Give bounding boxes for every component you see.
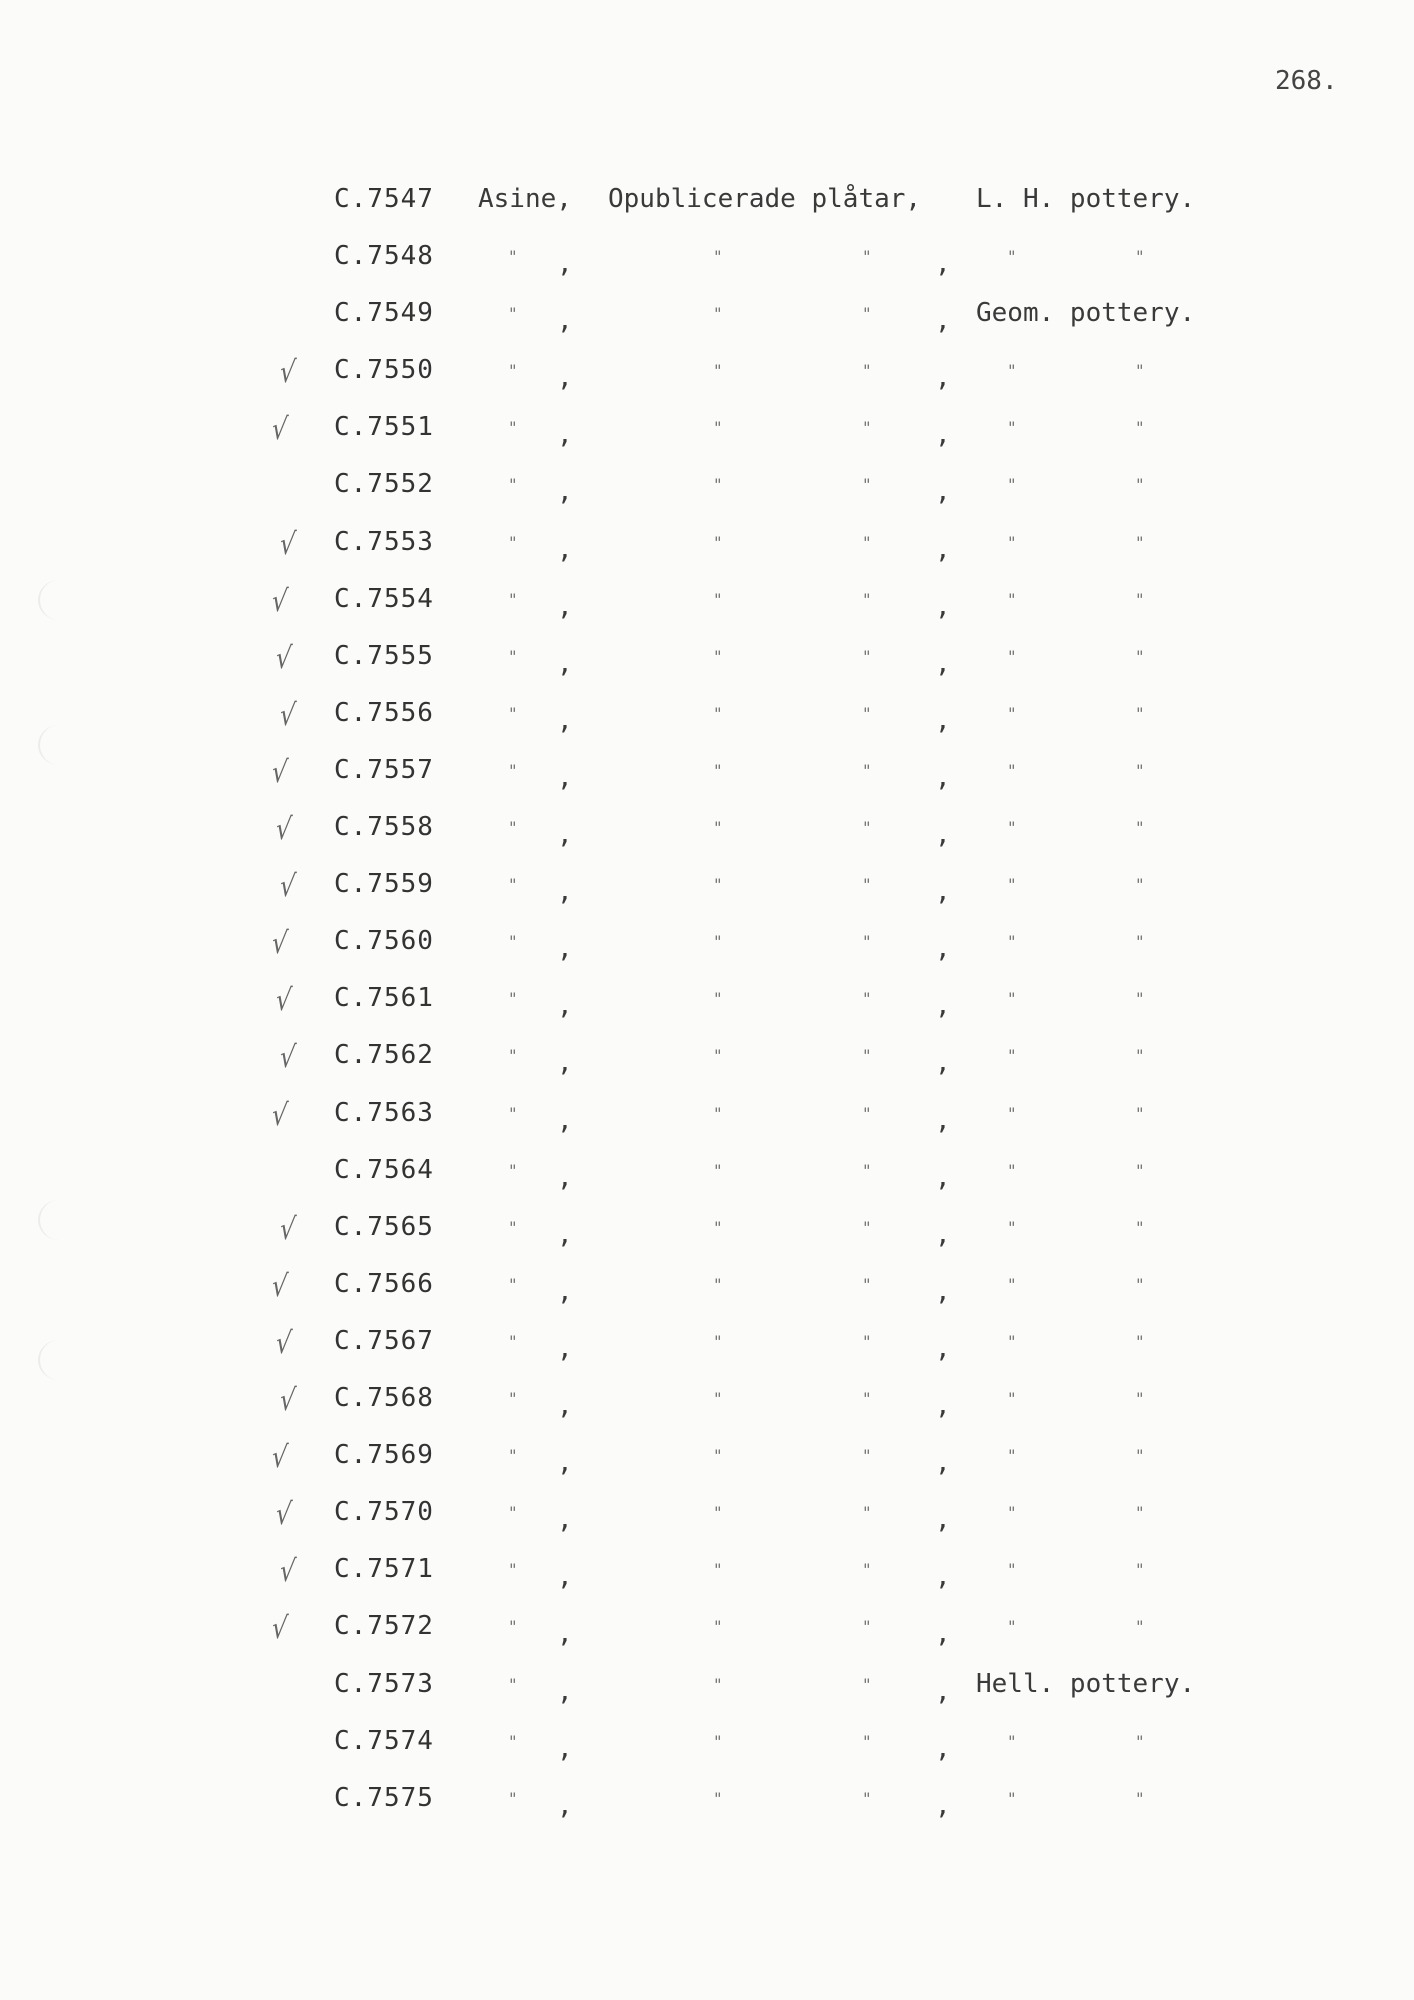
- comma: ,: [557, 420, 573, 451]
- catalogue-row: [0, 355, 1414, 395]
- ditto-mark: ": [713, 304, 723, 324]
- ditto-mark: ": [862, 475, 872, 495]
- catalogue-row-first: [0, 184, 1414, 224]
- catalogue-number: C.7574: [334, 1725, 434, 1756]
- ditto-mark: ": [862, 1560, 872, 1580]
- catalogue-number: C.7560: [334, 926, 434, 957]
- comma: ,: [557, 1391, 573, 1421]
- catalogue-number: C.7562: [334, 1040, 434, 1071]
- comma: ,: [935, 420, 951, 451]
- handwritten-check-mark: √: [277, 697, 298, 733]
- handwritten-check-mark: √: [269, 1611, 290, 1647]
- catalogue-number: C.7575: [334, 1782, 434, 1813]
- ditto-mark: ": [862, 1331, 872, 1351]
- ditto-mark: ": [508, 475, 518, 495]
- handwritten-check-mark: √: [277, 355, 298, 391]
- comma: ,: [557, 477, 573, 508]
- ditto-mark: ": [862, 1788, 872, 1808]
- comma: ,: [935, 1448, 951, 1479]
- handwritten-check-mark: √: [269, 583, 290, 619]
- handwritten-check-mark: √: [277, 869, 298, 905]
- catalogue-row: [0, 1269, 1414, 1309]
- ditto-mark: ": [862, 1103, 872, 1123]
- ditto-mark: ": [1007, 1560, 1017, 1580]
- comma: ,: [935, 1790, 951, 1821]
- catalogue-number: C.7552: [334, 469, 434, 500]
- ditto-mark: ": [862, 589, 872, 609]
- catalogue-row: [0, 241, 1414, 281]
- catalogue-number: C.7566: [334, 1268, 434, 1299]
- catalogue-row: [0, 1726, 1414, 1766]
- comma: ,: [935, 820, 951, 850]
- catalogue-number: C.7570: [334, 1497, 434, 1528]
- comma: ,: [935, 591, 951, 622]
- ditto-mark: ": [713, 1217, 723, 1237]
- catalogue-row: [0, 469, 1414, 509]
- ditto-mark: ": [713, 1560, 723, 1580]
- ditto-mark: ": [1007, 418, 1017, 438]
- handwritten-check-mark: √: [273, 1325, 294, 1361]
- ditto-mark: ": [862, 760, 872, 780]
- ditto-mark: ": [1135, 703, 1145, 723]
- material-kind: Hell. pottery.: [976, 1668, 1196, 1699]
- catalogue-number: C.7548: [334, 241, 434, 271]
- ditto-mark: ": [713, 532, 723, 552]
- catalogue-row: [0, 298, 1414, 338]
- comma: ,: [935, 648, 951, 679]
- comma: ,: [557, 591, 573, 622]
- ditto-mark: ": [508, 1103, 518, 1123]
- handwritten-check-mark: √: [269, 412, 290, 448]
- ditto-mark: ": [862, 646, 872, 666]
- comma: ,: [557, 1505, 573, 1536]
- comma: ,: [935, 1048, 951, 1079]
- ditto-mark: ": [862, 875, 872, 895]
- comma: ,: [557, 1219, 573, 1250]
- catalogue-number: C.7555: [334, 640, 434, 671]
- ditto-mark: ": [1135, 1274, 1145, 1294]
- catalogue-number: C.7569: [334, 1440, 434, 1471]
- ditto-mark: ": [508, 1731, 518, 1751]
- handwritten-check-mark: √: [277, 526, 298, 562]
- ditto-mark: ": [1135, 418, 1145, 438]
- series-title: Opublicerade plåtar,: [608, 184, 922, 214]
- ditto-mark: ": [713, 361, 723, 381]
- catalogue-number: C.7549: [334, 298, 434, 329]
- ditto-mark: ": [1135, 932, 1145, 952]
- comma: ,: [935, 705, 951, 736]
- ditto-mark: ": [1007, 1731, 1017, 1751]
- ditto-mark: ": [1007, 361, 1017, 381]
- comma: ,: [557, 1105, 573, 1136]
- comma: ,: [935, 1219, 951, 1250]
- comma: ,: [935, 249, 951, 279]
- ditto-mark: ": [508, 1274, 518, 1294]
- ditto-mark: ": [508, 875, 518, 895]
- ditto-mark: ": [508, 760, 518, 780]
- catalogue-row: [0, 1611, 1414, 1651]
- comma: ,: [557, 363, 573, 394]
- comma: ,: [935, 1105, 951, 1136]
- ditto-mark: ": [713, 1674, 723, 1694]
- ditto-mark: ": [1007, 1446, 1017, 1466]
- ditto-mark: ": [1135, 247, 1145, 266]
- handwritten-check-mark: √: [269, 754, 290, 790]
- comma: ,: [935, 477, 951, 508]
- ditto-mark: ": [508, 1331, 518, 1351]
- comma: ,: [557, 1276, 573, 1307]
- ditto-mark: ": [1135, 1503, 1145, 1523]
- ditto-mark: ": [713, 1331, 723, 1351]
- comma: ,: [935, 1162, 951, 1193]
- ditto-mark: ": [862, 1389, 872, 1408]
- ditto-mark: ": [508, 1446, 518, 1466]
- ditto-mark: ": [1135, 475, 1145, 495]
- catalogue-number: C.7564: [334, 1154, 434, 1185]
- comma: ,: [557, 306, 573, 337]
- ditto-mark: ": [862, 247, 872, 266]
- ditto-mark: ": [1007, 1788, 1017, 1808]
- ditto-mark: ": [862, 418, 872, 438]
- comma: ,: [935, 762, 951, 793]
- ditto-mark: ": [713, 1446, 723, 1466]
- ditto-mark: ": [713, 989, 723, 1009]
- catalogue-number: C.7572: [334, 1611, 434, 1642]
- ditto-mark: ": [1007, 1046, 1017, 1066]
- comma: ,: [935, 534, 951, 565]
- catalogue-row: [0, 1669, 1414, 1709]
- handwritten-check-mark: √: [269, 926, 290, 962]
- catalogue-row: [0, 1098, 1414, 1138]
- handwritten-check-mark: √: [277, 1554, 298, 1590]
- ditto-mark: ": [862, 1674, 872, 1694]
- comma: ,: [935, 306, 951, 337]
- ditto-mark: ": [1007, 1389, 1017, 1408]
- ditto-mark: ": [862, 989, 872, 1009]
- handwritten-check-mark: √: [277, 1211, 298, 1247]
- ditto-mark: ": [1135, 1103, 1145, 1123]
- ditto-mark: ": [508, 818, 518, 837]
- ditto-mark: ": [713, 818, 723, 837]
- catalogue-number: C.7565: [334, 1211, 434, 1242]
- ditto-mark: ": [508, 1389, 518, 1408]
- ditto-mark: ": [1135, 1160, 1145, 1180]
- comma: ,: [557, 1162, 573, 1193]
- ditto-mark: ": [862, 1503, 872, 1523]
- ditto-mark: ": [713, 875, 723, 895]
- ditto-mark: ": [862, 361, 872, 381]
- catalogue-number: C.7571: [334, 1554, 434, 1585]
- ditto-mark: ": [1135, 1446, 1145, 1466]
- comma: ,: [935, 363, 951, 394]
- ditto-mark: ": [508, 703, 518, 723]
- comma: ,: [557, 991, 573, 1022]
- ditto-mark: ": [862, 532, 872, 552]
- comma: ,: [935, 1391, 951, 1421]
- ditto-mark: ": [1135, 361, 1145, 381]
- ditto-mark: ": [713, 1788, 723, 1808]
- ditto-mark: ": [1135, 1217, 1145, 1237]
- ditto-mark: ": [713, 589, 723, 609]
- catalogue-number: C.7551: [334, 412, 434, 443]
- catalogue-number: C.7550: [334, 355, 434, 386]
- catalogue-row: [0, 869, 1414, 909]
- catalogue-number: C.7553: [334, 526, 434, 557]
- ditto-mark: ": [862, 1217, 872, 1237]
- catalogue-number: C.7557: [334, 754, 434, 785]
- ditto-mark: ": [1135, 760, 1145, 780]
- catalogue-row: [0, 412, 1414, 452]
- ditto-mark: ": [508, 589, 518, 609]
- ditto-mark: ": [713, 418, 723, 438]
- catalogue-number: C.7554: [334, 583, 434, 614]
- comma: ,: [557, 1676, 573, 1707]
- ditto-mark: ": [508, 1617, 518, 1637]
- page-number: 268.: [1275, 66, 1338, 96]
- comma: ,: [557, 1333, 573, 1364]
- ditto-mark: ": [1135, 1046, 1145, 1066]
- ditto-mark: ": [1007, 589, 1017, 609]
- ditto-mark: ": [508, 247, 518, 266]
- comma: ,: [935, 1733, 951, 1764]
- comma: ,: [935, 1276, 951, 1307]
- catalogue-row: [0, 1212, 1414, 1252]
- handwritten-check-mark: √: [273, 1497, 294, 1533]
- material-kind: Geom. pottery.: [976, 298, 1196, 329]
- catalogue-row: [0, 584, 1414, 624]
- ditto-mark: ": [508, 1046, 518, 1066]
- ditto-mark: ": [508, 932, 518, 952]
- ditto-mark: ": [1007, 1274, 1017, 1294]
- ditto-mark: ": [1007, 1103, 1017, 1123]
- ditto-mark: ": [713, 932, 723, 952]
- ditto-mark: ": [508, 989, 518, 1009]
- catalogue-number: C.7568: [334, 1383, 434, 1413]
- ditto-mark: ": [1135, 589, 1145, 609]
- comma: ,: [557, 1048, 573, 1079]
- comma: ,: [557, 820, 573, 850]
- catalogue-row: [0, 1783, 1414, 1823]
- catalogue-number: C.7563: [334, 1097, 434, 1128]
- ditto-mark: ": [1007, 532, 1017, 552]
- ditto-mark: ": [1135, 1731, 1145, 1751]
- ditto-mark: ": [862, 1274, 872, 1294]
- ditto-mark: ": [1135, 818, 1145, 837]
- ditto-mark: ": [713, 1731, 723, 1751]
- catalogue-number: C.7561: [334, 983, 434, 1014]
- ditto-mark: ": [862, 304, 872, 324]
- catalogue-row: [0, 641, 1414, 681]
- catalogue-row: [0, 983, 1414, 1023]
- ditto-mark: ": [1135, 532, 1145, 552]
- ditto-mark: ": [862, 932, 872, 952]
- handwritten-check-mark: √: [269, 1268, 290, 1304]
- ditto-mark: ": [713, 1046, 723, 1066]
- ditto-mark: ": [1135, 1331, 1145, 1351]
- catalogue-row: [0, 1554, 1414, 1594]
- ditto-mark: ": [508, 1674, 518, 1694]
- comma: ,: [557, 877, 573, 908]
- ditto-mark: ": [1007, 703, 1017, 723]
- comma: ,: [557, 1733, 573, 1764]
- catalogue-number: C.7547: [334, 184, 434, 214]
- ditto-mark: ": [1135, 1560, 1145, 1580]
- catalogue-row: [0, 812, 1414, 852]
- ditto-mark: ": [862, 1160, 872, 1180]
- ditto-mark: ": [713, 760, 723, 780]
- handwritten-check-mark: √: [273, 812, 294, 847]
- ditto-mark: ": [713, 1103, 723, 1123]
- site-name: Asine,: [478, 184, 572, 214]
- ditto-mark: ": [862, 1446, 872, 1466]
- ditto-mark: ": [862, 703, 872, 723]
- catalogue-row: [0, 1383, 1414, 1423]
- ditto-mark: ": [1007, 1617, 1017, 1637]
- ditto-mark: ": [508, 532, 518, 552]
- ditto-mark: ": [508, 1160, 518, 1180]
- comma: ,: [935, 1333, 951, 1364]
- comma: ,: [557, 762, 573, 793]
- ditto-mark: ": [508, 361, 518, 381]
- catalogue-number: C.7556: [334, 697, 434, 728]
- catalogue-row: [0, 1040, 1414, 1080]
- ditto-mark: ": [508, 304, 518, 324]
- handwritten-check-mark: √: [273, 640, 294, 676]
- comma: ,: [935, 1619, 951, 1650]
- comma: ,: [557, 934, 573, 965]
- ditto-mark: ": [1007, 1503, 1017, 1523]
- ditto-mark: ": [508, 1560, 518, 1580]
- catalogue-number: C.7567: [334, 1325, 434, 1356]
- ditto-mark: ": [713, 646, 723, 666]
- catalogue-row: [0, 1326, 1414, 1366]
- handwritten-check-mark: √: [277, 1383, 298, 1418]
- ditto-mark: ": [862, 1617, 872, 1637]
- ditto-mark: ": [862, 1731, 872, 1751]
- ditto-mark: ": [1135, 1389, 1145, 1408]
- ditto-mark: ": [1135, 875, 1145, 895]
- comma: ,: [557, 1619, 573, 1650]
- ditto-mark: ": [508, 418, 518, 438]
- handwritten-check-mark: √: [269, 1097, 290, 1133]
- ditto-mark: ": [1135, 989, 1145, 1009]
- ditto-mark: ": [862, 818, 872, 837]
- handwritten-check-mark: √: [277, 1040, 298, 1076]
- comma: ,: [935, 1562, 951, 1593]
- ditto-mark: ": [508, 1788, 518, 1808]
- ditto-mark: ": [1007, 875, 1017, 895]
- catalogue-number: C.7573: [334, 1668, 434, 1699]
- comma: ,: [935, 991, 951, 1022]
- ditto-mark: ": [1135, 646, 1145, 666]
- ditto-mark: ": [1007, 989, 1017, 1009]
- ditto-mark: ": [508, 1217, 518, 1237]
- comma: ,: [557, 534, 573, 565]
- comma: ,: [557, 1790, 573, 1821]
- ditto-mark: ": [713, 703, 723, 723]
- material-kind: L. H. pottery.: [976, 184, 1196, 214]
- handwritten-check-mark: √: [273, 983, 294, 1019]
- ditto-mark: ": [508, 1503, 518, 1523]
- ditto-mark: ": [713, 247, 723, 266]
- catalogue-row: [0, 1440, 1414, 1480]
- ditto-mark: ": [713, 1503, 723, 1523]
- ditto-mark: ": [1007, 475, 1017, 495]
- ditto-mark: ": [1135, 1788, 1145, 1808]
- comma: ,: [935, 1676, 951, 1707]
- comma: ,: [557, 249, 573, 279]
- ditto-mark: ": [1007, 1160, 1017, 1180]
- catalogue-row: [0, 755, 1414, 795]
- catalogue-row: [0, 698, 1414, 738]
- catalogue-number: C.7559: [334, 869, 434, 900]
- ditto-mark: ": [713, 1617, 723, 1637]
- comma: ,: [557, 1562, 573, 1593]
- ditto-mark: ": [1007, 1217, 1017, 1237]
- ditto-mark: ": [713, 1389, 723, 1408]
- ditto-mark: ": [1007, 818, 1017, 837]
- catalogue-row: [0, 527, 1414, 567]
- ditto-mark: ": [862, 1046, 872, 1066]
- comma: ,: [935, 1505, 951, 1536]
- ditto-mark: ": [1007, 247, 1017, 266]
- ditto-mark: ": [713, 1160, 723, 1180]
- comma: ,: [557, 705, 573, 736]
- comma: ,: [935, 934, 951, 965]
- ditto-mark: ": [1007, 1331, 1017, 1351]
- ditto-mark: ": [1007, 760, 1017, 780]
- catalogue-row: [0, 1155, 1414, 1195]
- catalogue-number: C.7558: [334, 812, 434, 842]
- ditto-mark: ": [1007, 932, 1017, 952]
- ditto-mark: ": [713, 475, 723, 495]
- comma: ,: [557, 648, 573, 679]
- comma: ,: [557, 1448, 573, 1479]
- ditto-mark: ": [713, 1274, 723, 1294]
- ditto-mark: ": [1135, 1617, 1145, 1637]
- catalogue-row: [0, 1497, 1414, 1537]
- ditto-mark: ": [1007, 646, 1017, 666]
- catalogue-row: [0, 926, 1414, 966]
- ditto-mark: ": [508, 646, 518, 666]
- comma: ,: [935, 877, 951, 908]
- handwritten-check-mark: √: [269, 1440, 290, 1476]
